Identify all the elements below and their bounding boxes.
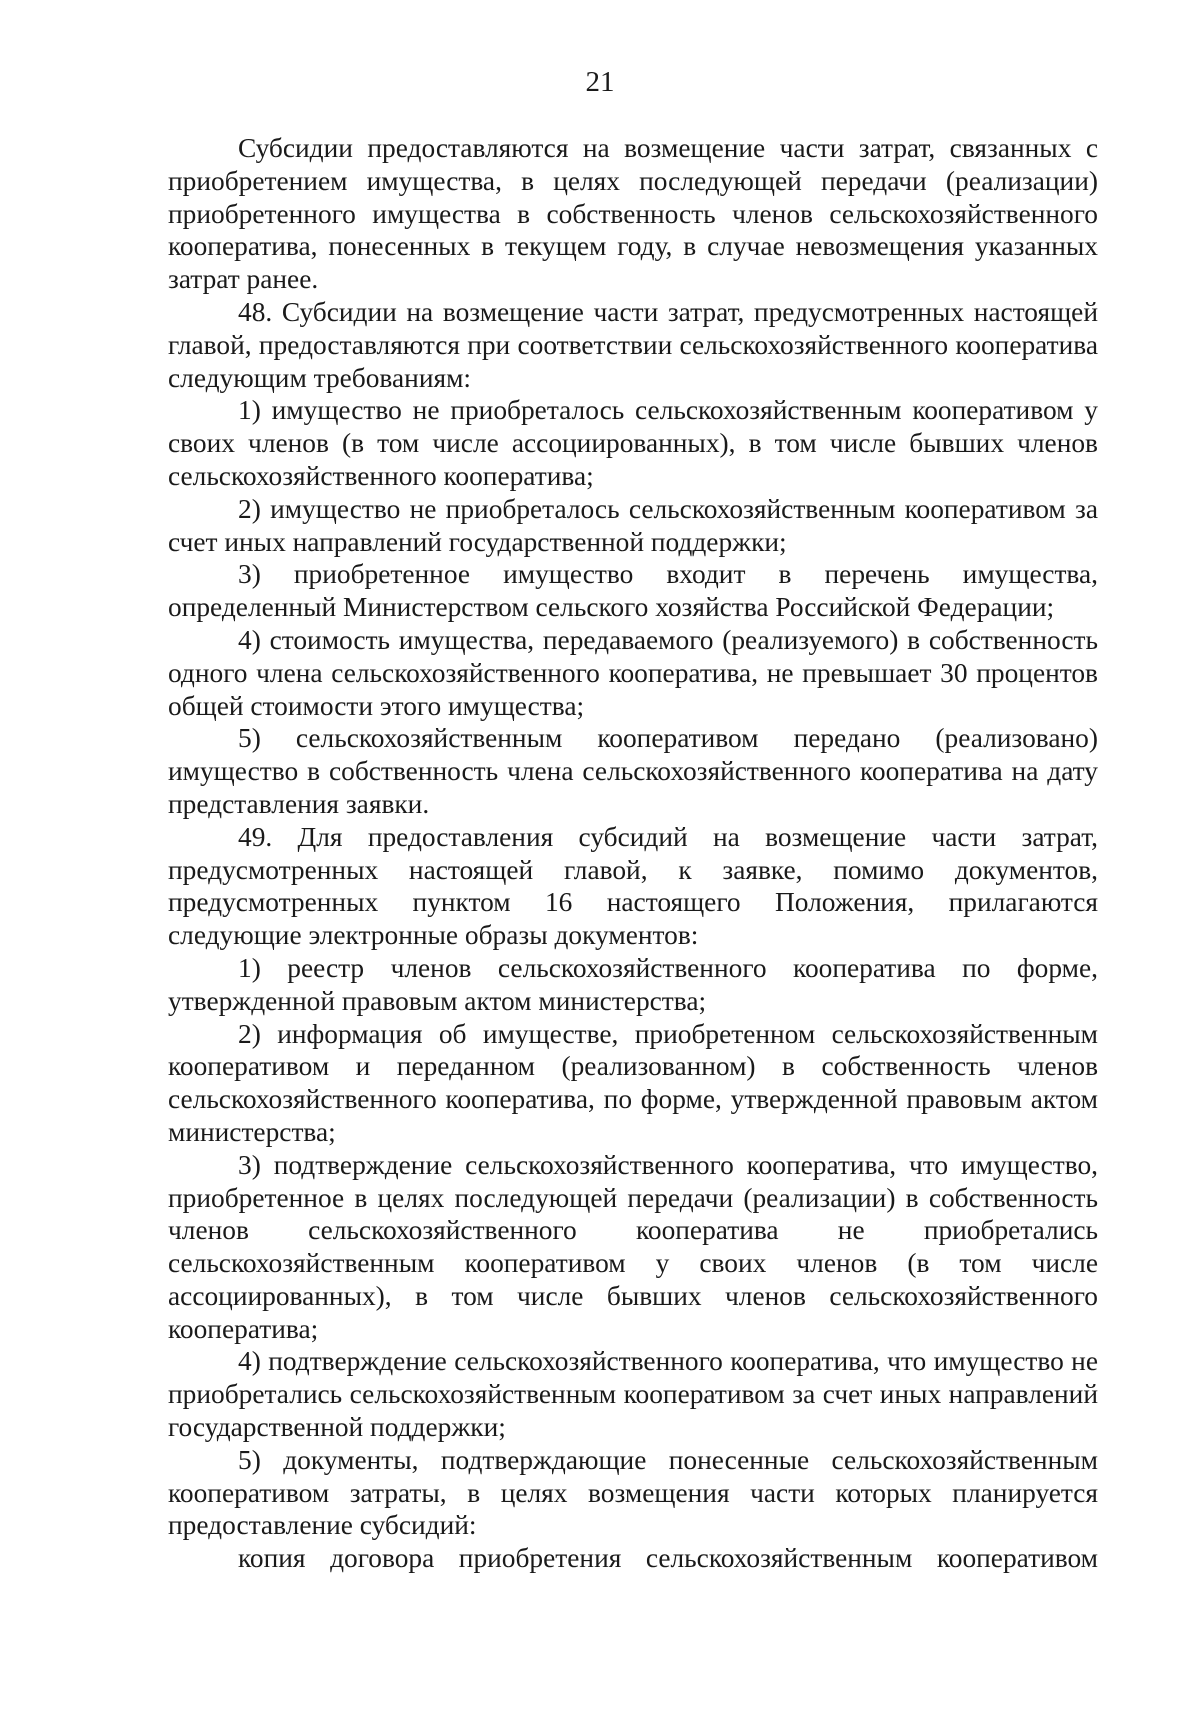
paragraph-48-item-3: 3) приобретенное имущество входит в перечень имущества, определенный Министерством сельского хозяйства Российской Федерации; <box>168 559 1098 623</box>
paragraph-49-item-1: 1) реестр членов сельскохозяйственного кооператива по форме, утвержденной правовым актом министерства; <box>168 952 1098 1016</box>
paragraph-subsidy-purpose: Субсидии предоставляются на возмещение части затрат, связанных с приобретением имущества, в целях последующей передачи (реализации) приобретенного имущества в собственность членов сельскохозяйственного кооператива, понесенных в текущем году, в случае невозмещения указанных затрат ранее. <box>168 133 1098 295</box>
paragraph-49-item-2: 2) информация об имуществе, приобретенном сельскохозяйственным кооперативом и переданном (реализованном) в собственность членов сельскохозяйственного кооператива, по форме, утвержденной правовым актом министерства; <box>168 1018 1098 1147</box>
paragraph-49: 49. Для предоставления субсидий на возмещение части затрат, предусмотренных настоящей главой, к заявке, помимо документов, предусмотренных пунктом 16 настоящего Положения, прилагаются следующие электронные образы документов: <box>168 821 1098 951</box>
paragraph-contract-copy: копия договора приобретения сельскохозяйственным кооперативом <box>238 1543 1098 1574</box>
paragraph-48: 48. Субсидии на возмещение части затрат, предусмотренных настоящей главой, предоставляются при соответствии сельскохозяйственного кооператива следующим требованиям: <box>168 296 1098 393</box>
paragraph-48-item-4: 4) стоимость имущества, передаваемого (реализуемого) в собственность одного члена сельскохозяйственного кооператива, не превышает 30 процентов общей стоимости этого имущества; <box>168 624 1098 721</box>
document-body <box>168 132 1098 1575</box>
paragraph-49-item-5: 5) документы, подтверждающие понесенные сельскохозяйственным кооперативом затраты, в целях возмещения части которых планируется предоставление субсидий: <box>168 1444 1098 1541</box>
paragraph-48-item-5: 5) сельскохозяйственным кооперативом передано (реализовано) имущество в собственность члена сельскохозяйственного кооператива на дату представления заявки. <box>168 723 1098 819</box>
paragraph-49-item-3: 3) подтверждение сельскохозяйственного кооператива, что имущество, приобретенное в целях последующей передачи (реализации) в собственность членов сельскохозяйственного кооператива не приобретались сельскохозяйственным кооперативом у своих членов (в том числе ассоциированных), в том числе бывших членов сельскохозяйственного кооператива; <box>168 1149 1098 1344</box>
paragraph-48-item-2: 2) имущество не приобреталось сельскохозяйственным кооперативом за счет иных направлений государственной поддержки; <box>168 493 1098 557</box>
paragraph-49-item-4: 4) подтверждение сельскохозяйственного кооператива, что имущество не приобретались сельскохозяйственным кооперативом за счет иных направлений государственной поддержки; <box>168 1346 1098 1443</box>
page-number: 21 <box>585 66 615 98</box>
paragraph-48-item-1: 1) имущество не приобреталось сельскохозяйственным кооперативом у своих членов (в том числе ассоциированных), в том числе бывших членов сельскохозяйственного кооператива; <box>168 395 1098 491</box>
